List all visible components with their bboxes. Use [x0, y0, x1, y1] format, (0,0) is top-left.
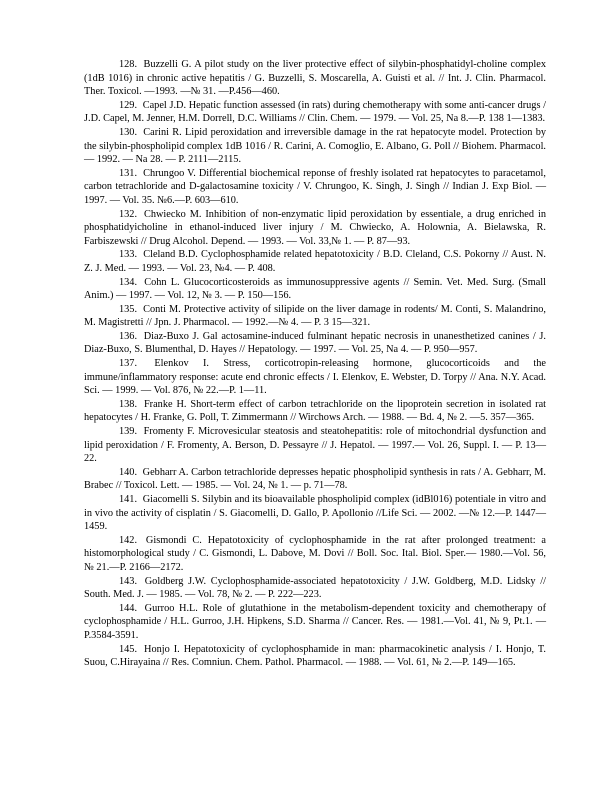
reference-text: Chwiecko M. Inhibition of non-enzymatic lipid peroxidation by essentiale, a drug enriched in phosphatidyicholine in ethanol-induced liver injury / M. Chwiecko, A. Holownia, A. Bielawska, R. Farbiszewski // Drug Alcohol. Depend. — 1993. — Vol. 33,№ 1. — P. 87—93.: [84, 208, 546, 247]
reference-item: [84, 493, 546, 534]
reference-item: [84, 58, 546, 99]
reference-item: [84, 643, 546, 670]
reference-item: [84, 466, 546, 493]
reference-item: [84, 425, 546, 466]
reference-number: 128.: [119, 59, 138, 70]
reference-number: 135.: [119, 303, 138, 315]
reference-number: 136.: [119, 330, 138, 342]
reference-text: Franke H. Short-term effect of carbon tetrachloride on the lipoprotein secretion in isolated rat hepatocytes / H. Franke, G. Poll, T. Zimmermann // Wirchows Arch. — 1988. — Bd. 4, № 2. —5. 357—365.: [84, 398, 546, 424]
reference-number: 131.: [119, 167, 138, 179]
reference-number: 132.: [119, 208, 138, 220]
reference-item: [84, 208, 546, 249]
reference-item: [84, 99, 546, 126]
reference-text: Fromenty F. Microvesicular steatosis and steatohepatitis: role of mitochondrial dysfunction and lipid peroxidation / F. Fromenty, A. Berson, D. Pessayre // J. Hepatol. — 1997.— Vol. 26, Suppl. I. — P. 13—22.: [84, 426, 547, 465]
reference-item: [84, 276, 546, 303]
reference-number: 133.: [119, 249, 138, 261]
reference-item: [84, 330, 546, 357]
reference-item: [84, 248, 546, 275]
reference-text: Cohn L. Glucocorticosteroids as immunosuppressive agents // Semin. Vet. Med. Surg. (Small Anim.) — 1997. — Vol. 12, № 3. — P. 150—156.: [84, 276, 546, 302]
reference-number: 134.: [119, 276, 138, 288]
reference-number: 142.: [119, 534, 138, 546]
reference-item: [84, 357, 546, 398]
reference-text: Carini R. Lipid peroxidation and irreversible damage in the rat hepatocyte model. Protection by the silybin-phospholipid complex 1dB 1016 / R. Carini, A. Comoglio, E. Albano, G. Poll // Biohem. Pharmacol. — 1992. — Na 28. — P. 2111—2115.: [84, 126, 546, 166]
reference-item: [84, 126, 546, 167]
reference-text: Buzzelli G. A pilot study on the liver protective effect of silybin-phosphatidyl-choline complex (1dB 1016) in chronic active hepatitis / G. Buzzelli, S. Moscarella, A. Guisti et al. // Int. J. Clin. Pharmacol. Ther. Toxicol. —1993. —№ 31. —P.456—460.: [84, 59, 547, 98]
reference-text: Giacomelli S. Silybin and its bioavailable phospholipid complex (idBl016) potentiale in vitro and in vivo the activity of cisplatin / S. Giacomelli, D. Gallo, P. Apollonio //Life Sci. — 2002. —№ 12.—P. 1447—1459.: [84, 494, 546, 533]
reference-text: Gurroo H.L. Role of glutathione in the metabolism-dependent toxicity and chemotherapy of cyclophosphamide / H.L. Gurroo, J.H. Hipkens, S.D. Sharma // Cancer. Res. — 1981.—Vol. 41, № 9, Pt.1. —P.3584-3591.: [84, 602, 546, 641]
reference-item: [84, 534, 546, 575]
reference-text: Goldberg J.W. Cyclophosphamide-associated hepatotoxicity / J.W. Goldberg, M.D. Lidsky // South. Med. J. — 1985. — Vol. 78, № 2. — P. 222—223.: [84, 575, 547, 601]
reference-number: 143.: [119, 575, 138, 587]
reference-text: Gebharr A. Carbon tetrachloride depresses hepatic phospholipid synthesis in rats / A. Gebharr, M. Brabec // Toxicol. Lett. — 1985. — Vol. 24, № 1. — p. 71—78.: [84, 466, 546, 492]
reference-item: [84, 602, 546, 643]
reference-number: 144.: [119, 602, 138, 614]
reference-item: [84, 167, 546, 208]
reference-number: 137.: [119, 358, 138, 370]
reference-text: Elenkov I. Stress, corticotropin-releasing hormone, glucocorticoids and the immune/inflammatory response: acute end chronic effects / I. Elenkov, E. Webster, D. Torpy // Ana. N.Y. Acad. Sci. — 1999. — Vol. 876, № 22.—P. 1—11.: [84, 358, 546, 397]
reference-number: 138.: [119, 398, 138, 410]
reference-text: Capel J.D. Hepatic function assessed (in rats) during chemotherapy with some anti-cancer drugs / J.D. Capel, M. Jenner, H.M. Dorrell, D.C. Williams // Clin. Chem. — 1979. — Vol. 25, Na 8.—P. 138 1—1383.: [84, 99, 547, 125]
reference-number: 129.: [119, 99, 138, 111]
reference-list: [84, 58, 546, 670]
reference-number: 145.: [119, 643, 138, 655]
reference-item: [84, 575, 546, 602]
reference-text: Honjo I. Hepatotoxicity of cyclophosphamide in man: pharmacokinetic analysis / I. Honjo, T. Suou, C.Hirayaina // Res. Comniun. Chem. Pathol. Pharmacol. — 1988. — Vol. 61, № 2.—P. 149—165.: [84, 643, 546, 669]
reference-text: Conti M. Protective activity of silipide on the liver damage in rodents/ M. Conti, S. Malandrino, M. Magistretti // Jpn. J. Pharmacol. — 1992.—№ 4. — P. 3 15—321.: [84, 303, 546, 329]
reference-item: [84, 398, 546, 425]
reference-number: 141.: [119, 494, 138, 505]
reference-number: 139.: [119, 426, 138, 438]
reference-item: [84, 303, 546, 330]
reference-text: Gismondi C. Hepatotoxicity of cyclophosphamide in the rat after prolonged treatment: a histomorphological study / C. Gismondi, L. Dabove, M. Dovi // Boll. Soc. Ital. Biol. Sper.— 1980.—Vol. 56, № 21.—P. 2166—2172.: [84, 534, 546, 573]
reference-text: Cleland B.D. Cyclophosphamide related hepatotoxicity / B.D. Cleland, C.S. Pokorny // Aust. N. Z. J. Med. — 1993. — Vol. 23, №4. — P. 408.: [84, 249, 546, 274]
reference-text: Chrungoo V. Differential biochemical reponse of freshly isolated rat hepatocytes to paracetamol, carbon tetrachloride and D-galactosamine toxicity / V. Chrungoo, K. Singh, J. Singh // Indian J. Exp Biol. — 1997. — Vol. 35. №6.—P. 603—610.: [84, 167, 546, 206]
reference-text: Diaz-Buxo J. Gal actosamine-induced fulminant hepatic necrosis in unanesthetized canines / J. Diaz-Buxo, S. Blumenthal, D. Hayes // Hepatology. — 1997. — Vol. 25, Na 4. — P. 950—957.: [84, 330, 546, 356]
reference-number: 140.: [119, 466, 138, 478]
reference-number: 130.: [119, 126, 138, 138]
